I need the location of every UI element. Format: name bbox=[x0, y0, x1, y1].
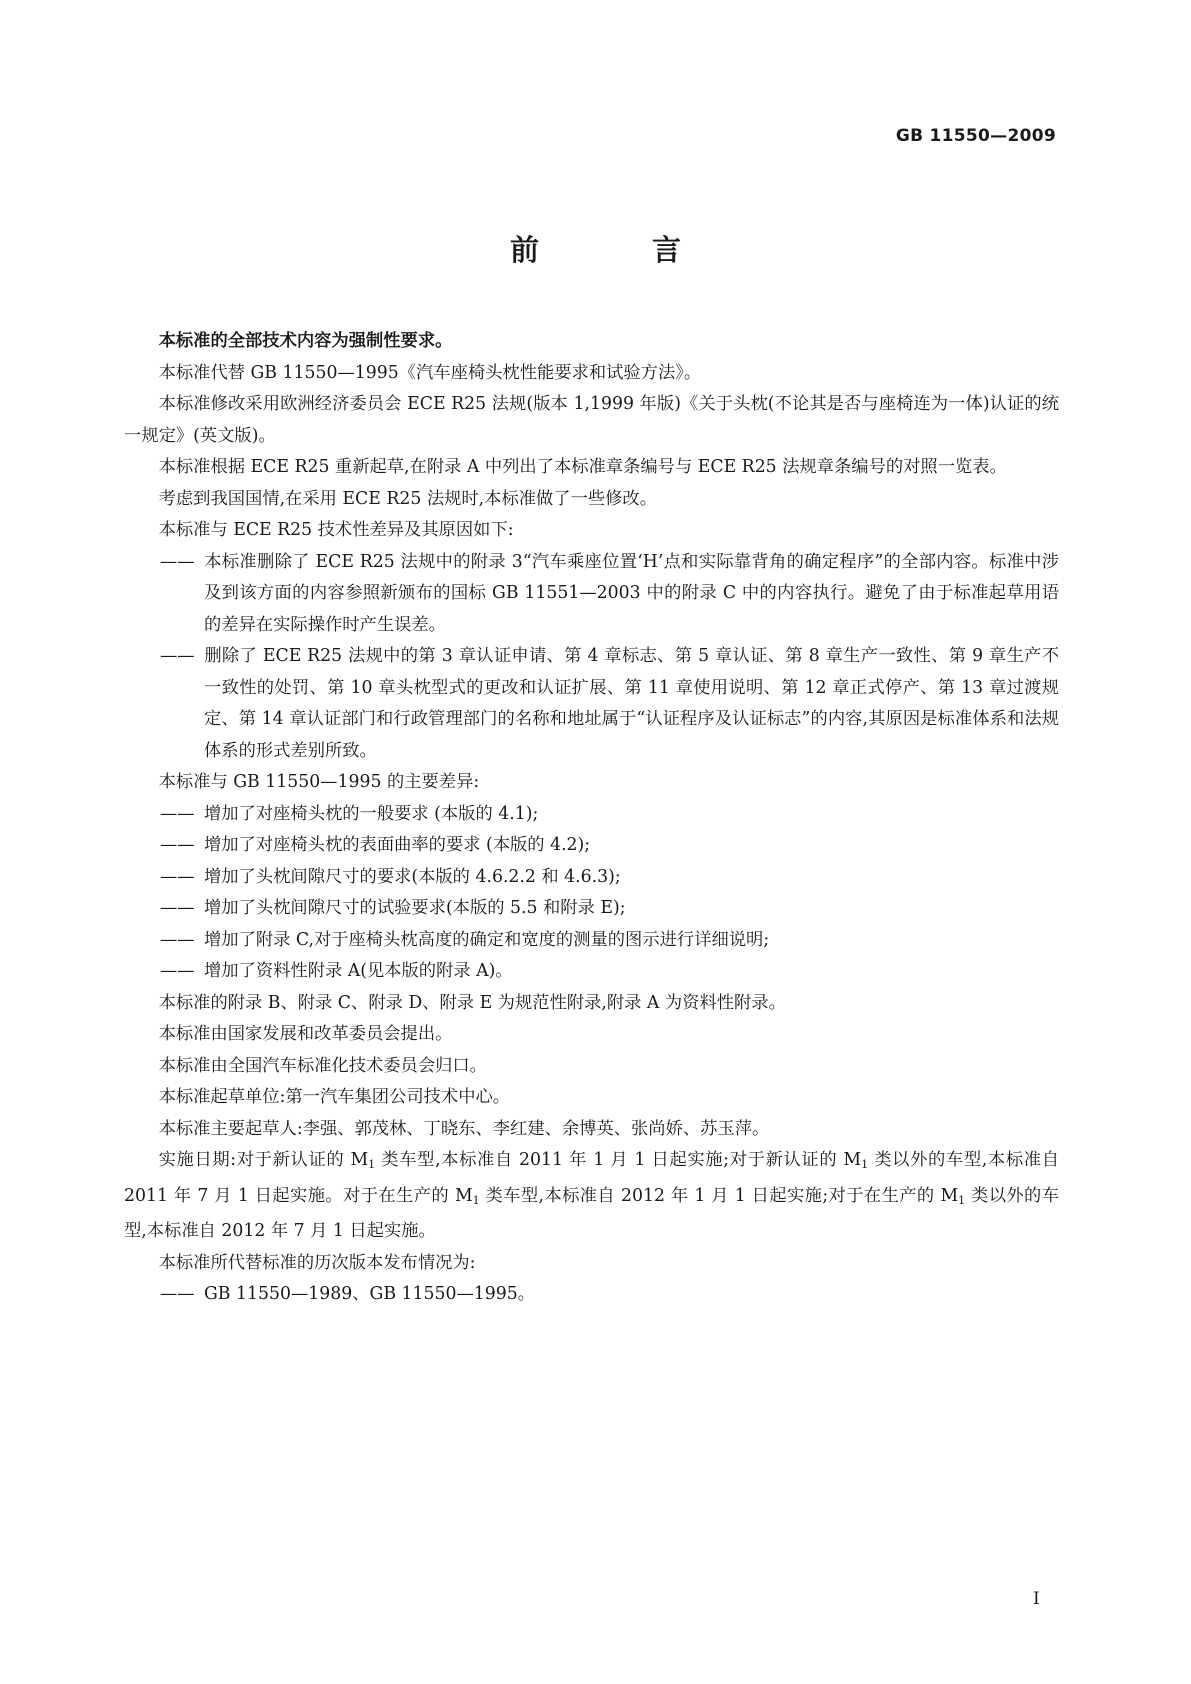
standard-code: GB 11550—2009 bbox=[895, 126, 1056, 146]
page-number: I bbox=[1033, 1589, 1040, 1609]
dash-item-text: GB 11550—1989、GB 11550—1995。 bbox=[204, 1284, 536, 1304]
dash-mark: —— bbox=[160, 898, 195, 918]
paragraph: 本标准与 ECE R25 技术性差异及其原因如下: bbox=[158, 520, 514, 540]
dash-item bbox=[124, 641, 1059, 767]
dash-item bbox=[124, 862, 1059, 894]
paragraph: 本标准由全国汽车标准化技术委员会归口。 bbox=[158, 1055, 487, 1076]
foreword-body bbox=[124, 326, 1059, 1311]
text-run: 类车型,本标准自 2011 年 1 月 1 日起实施;对于新认证的 M bbox=[375, 1150, 862, 1170]
paragraph: 本标准由国家发展和改革委员会提出。 bbox=[158, 1024, 453, 1044]
paragraph: 本标准所代替标准的历次版本发布情况为: bbox=[158, 1252, 476, 1273]
paragraph: 本标准修改采用欧洲经济委员会 ECE R25 法规(版本 1,1999 年版)《关于头枕(不论其是否与座椅连为一体)认证的统一规定》(英文版)。 bbox=[124, 394, 1059, 446]
dash-item-text: 增加了资料性附录 A(见本版的附录 A)。 bbox=[204, 961, 513, 981]
paragraph: 本标准的附录 B、附录 C、附录 D、附录 E 为规范性附录,附录 A 为资料性附录。 bbox=[158, 992, 786, 1013]
dash-mark: —— bbox=[160, 961, 195, 981]
dash-item bbox=[124, 547, 1059, 642]
paragraph: 本标准起草单位:第一汽车集团公司技术中心。 bbox=[158, 1087, 511, 1107]
text-run: 实施日期:对于新认证的 M bbox=[158, 1150, 369, 1170]
dash-item bbox=[124, 1279, 1059, 1311]
dash-item-text: 增加了头枕间隙尺寸的试验要求(本版的 5.5 和附录 E); bbox=[204, 898, 626, 918]
dash-mark: —— bbox=[160, 929, 195, 950]
dash-item bbox=[124, 830, 1059, 862]
page-title: 前 言 bbox=[509, 233, 723, 267]
subscript: 1 bbox=[368, 1158, 376, 1171]
dash-item-text: 增加了头枕间隙尺寸的要求(本版的 4.6.2.2 和 4.6.3); bbox=[204, 866, 621, 887]
dash-item-text: 本标准删除了 ECE R25 法规中的附录 3“汽车乘座位置‘H’点和实际靠背角的确定程序”的全部内容。标准中涉及到该方面的内容参照新颁布的国标 GB 11551—2003 中的附录 C 中的内容执行。避免了由于标准起草用语的差异在实际操作时产生误差。 bbox=[204, 551, 1059, 635]
subscript: 1 bbox=[861, 1158, 869, 1171]
dash-mark: —— bbox=[160, 646, 195, 666]
paragraph: 考虑到我国国情,在采用 ECE R25 法规时,本标准做了一些修改。 bbox=[158, 488, 657, 509]
subscript: 1 bbox=[472, 1193, 480, 1207]
dash-item bbox=[124, 893, 1059, 925]
subscript: 1 bbox=[958, 1193, 966, 1207]
dash-item bbox=[124, 956, 1059, 988]
paragraph-implementation-date bbox=[124, 1145, 1059, 1248]
dash-mark: —— bbox=[160, 835, 195, 855]
dash-item-text: 增加了对座椅头枕的一般要求 (本版的 4.1); bbox=[204, 803, 539, 824]
dash-item bbox=[124, 925, 1059, 957]
text-run: 类以外的车型,本标准自 2011 年 7 月 1 日起实施。对于在生产的 M bbox=[124, 1150, 1059, 1206]
dash-item-text: 增加了对座椅头枕的表面曲率的要求 (本版的 4.2); bbox=[204, 835, 591, 855]
dash-item-text: 删除了 ECE R25 法规中的第 3 章认证申请、第 4 章标志、第 5 章认证、第 8 章生产一致性、第 9 章生产不一致性的处罚、第 10 章头枕型式的更改和认证扩展、第 11 章使用说明、第 12 章正式停产、第 13 章过渡规定、第 14 章认证部门和行政管理部门的名称和地址属于“认证程序及认证标志”的内容,其原因是标准体系和法规体系的形式差别所致。 bbox=[204, 646, 1059, 761]
dash-item bbox=[124, 799, 1059, 831]
dash-mark: —— bbox=[160, 803, 195, 824]
dash-mark: —— bbox=[160, 551, 195, 572]
paragraph: 本标准与 GB 11550—1995 的主要差异: bbox=[158, 772, 480, 792]
dash-item-text: 增加了附录 C,对于座椅头枕高度的确定和宽度的测量的图示进行详细说明; bbox=[204, 929, 770, 950]
paragraph: 本标准的全部技术内容为强制性要求。 bbox=[158, 331, 453, 351]
paragraph: 本标准代替 GB 11550—1995《汽车座椅头枕性能要求和试验方法》。 bbox=[158, 362, 702, 383]
paragraph: 本标准主要起草人:李强、郭茂林、丁晓东、李红建、余博英、张尚娇、苏玉萍。 bbox=[158, 1118, 770, 1139]
text-run: 类以外的车型,本标准自 2012 年 7 月 1 日起实施。 bbox=[124, 1185, 1059, 1241]
dash-mark: —— bbox=[160, 866, 195, 887]
dash-mark: —— bbox=[160, 1284, 195, 1304]
paragraph: 本标准根据 ECE R25 重新起草,在附录 A 中列出了本标准章条编号与 ECE R25 法规章条编号的对照一览表。 bbox=[158, 457, 1007, 477]
text-run: 类车型,本标准自 2012 年 1 月 1 日起实施;对于在生产的 M bbox=[479, 1185, 959, 1206]
